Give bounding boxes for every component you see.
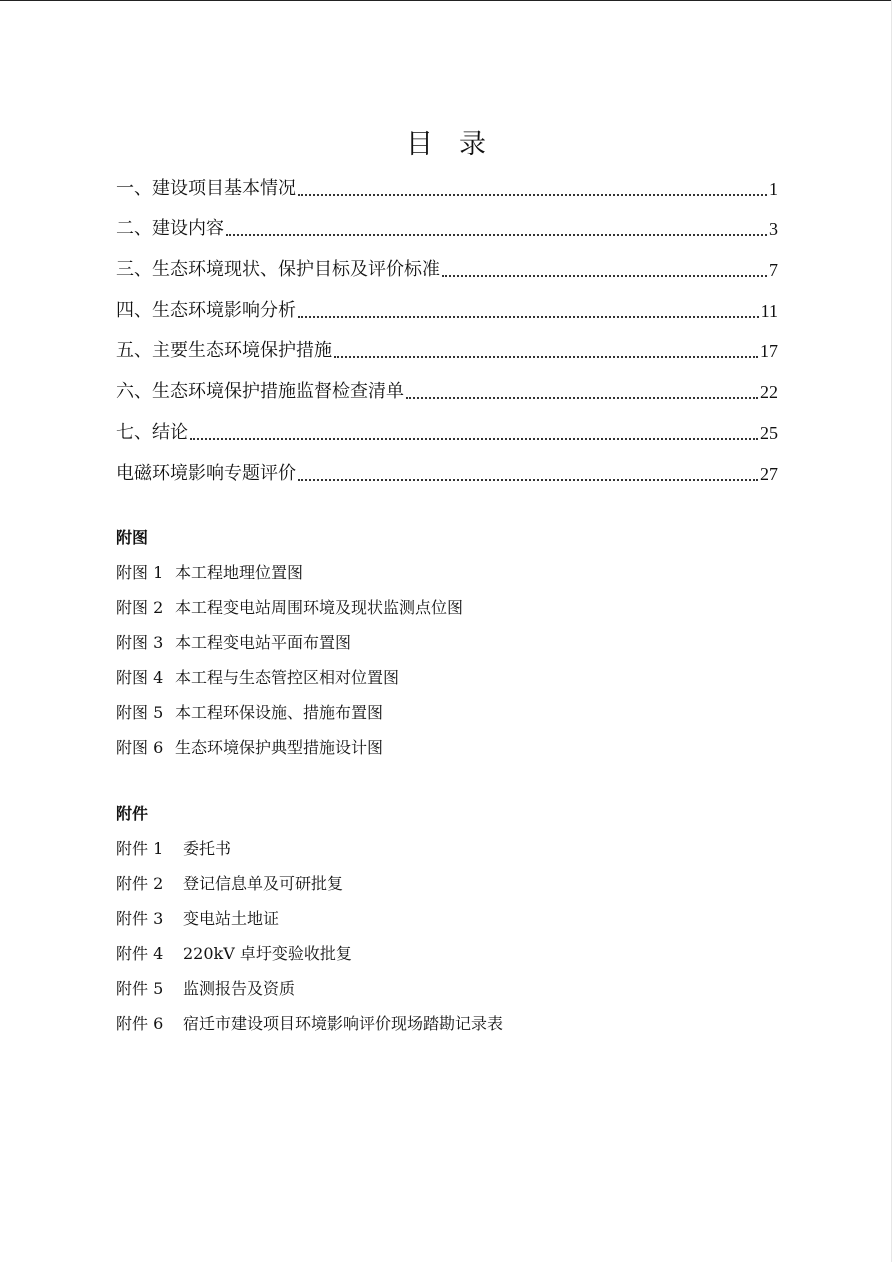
figure-number: 附图 1 [116, 563, 164, 582]
attachment-number: 附件 2 [116, 874, 164, 893]
attachment-title: 委托书 [183, 839, 232, 858]
table-of-contents [116, 160, 778, 486]
toc-entry-page: 11 [760, 300, 778, 321]
figures-list [116, 562, 463, 772]
figure-number: 附图 5 [116, 703, 164, 722]
toc-entry-page: 17 [760, 341, 778, 362]
toc-entry-page: 3 [769, 219, 778, 240]
toc-dot-leader [298, 478, 758, 481]
toc-entry[interactable] [116, 404, 778, 445]
figure-number: 附图 6 [116, 738, 164, 757]
toc-entry-label: 五、主要生态环境保护措施 [116, 340, 332, 362]
page-title: 目录 [406, 129, 512, 160]
toc-entry[interactable] [116, 445, 778, 486]
figure-title: 本工程变电站平面布置图 [175, 633, 352, 652]
toc-entry-label: 六、生态环境保护措施监督检查清单 [116, 381, 404, 403]
toc-entry[interactable] [116, 201, 778, 242]
toc-entry-label: 四、生态环境影响分析 [116, 299, 296, 321]
attachment-item [116, 978, 503, 1013]
attachment-title: 220kV 卓圩变验收批复 [183, 944, 352, 963]
figure-title: 本工程与生态管控区相对位置图 [175, 668, 400, 687]
toc-entry-label: 一、建设项目基本情况 [116, 177, 296, 199]
attachment-title: 监测报告及资质 [183, 979, 296, 998]
attachment-item [116, 943, 503, 978]
figures-heading: 附图 [116, 528, 149, 547]
toc-dot-leader [442, 274, 767, 277]
toc-entry[interactable] [116, 363, 778, 404]
page-top-rule [0, 0, 892, 1]
attachment-item [116, 873, 503, 908]
attachments-heading: 附件 [116, 804, 149, 823]
toc-dot-leader [298, 193, 767, 196]
toc-entry-page: 25 [760, 422, 778, 443]
attachment-number: 附件 6 [116, 1014, 164, 1033]
toc-entry-label: 三、生态环境现状、保护目标及评价标准 [116, 259, 440, 281]
attachment-item [116, 1013, 503, 1048]
toc-entry[interactable] [116, 282, 778, 323]
toc-entry-page: 7 [769, 260, 778, 281]
attachment-item [116, 838, 503, 873]
attachment-number: 附件 4 [116, 944, 164, 963]
figure-title: 本工程变电站周围环境及现状监测点位图 [175, 598, 464, 617]
toc-entry[interactable] [116, 160, 778, 201]
attachment-number: 附件 3 [116, 909, 164, 928]
toc-entry-page: 1 [769, 178, 778, 199]
figure-title: 本工程环保设施、措施布置图 [175, 703, 384, 722]
figure-title: 本工程地理位置图 [175, 563, 304, 582]
attachment-title: 变电站土地证 [183, 909, 280, 928]
toc-entry-label: 二、建设内容 [116, 218, 224, 240]
figure-item [116, 702, 463, 737]
attachment-number: 附件 1 [116, 839, 164, 858]
toc-dot-leader [298, 315, 759, 318]
figure-number: 附图 4 [116, 668, 164, 687]
attachment-title: 宿迁市建设项目环境影响评价现场踏勘记录表 [183, 1014, 504, 1033]
attachment-title: 登记信息单及可研批复 [183, 874, 344, 893]
toc-entry[interactable] [116, 241, 778, 282]
toc-entry-label: 电磁环境影响专题评价 [116, 462, 296, 484]
toc-dot-leader [334, 355, 758, 358]
toc-dot-leader [190, 437, 758, 440]
toc-entry-page: 22 [760, 382, 778, 403]
figure-number: 附图 3 [116, 633, 164, 652]
toc-dot-leader [226, 233, 767, 236]
figure-title: 生态环境保护典型措施设计图 [175, 738, 384, 757]
toc-dot-leader [406, 396, 758, 399]
figure-item [116, 632, 463, 667]
toc-entry-label: 七、结论 [116, 421, 188, 443]
attachments-list [116, 838, 503, 1048]
toc-entry-page: 27 [760, 463, 778, 484]
figure-number: 附图 2 [116, 598, 164, 617]
figure-item [116, 667, 463, 702]
figure-item [116, 597, 463, 632]
attachment-item [116, 908, 503, 943]
figure-item [116, 562, 463, 597]
attachment-number: 附件 5 [116, 979, 164, 998]
figure-item [116, 737, 463, 772]
toc-entry[interactable] [116, 323, 778, 364]
